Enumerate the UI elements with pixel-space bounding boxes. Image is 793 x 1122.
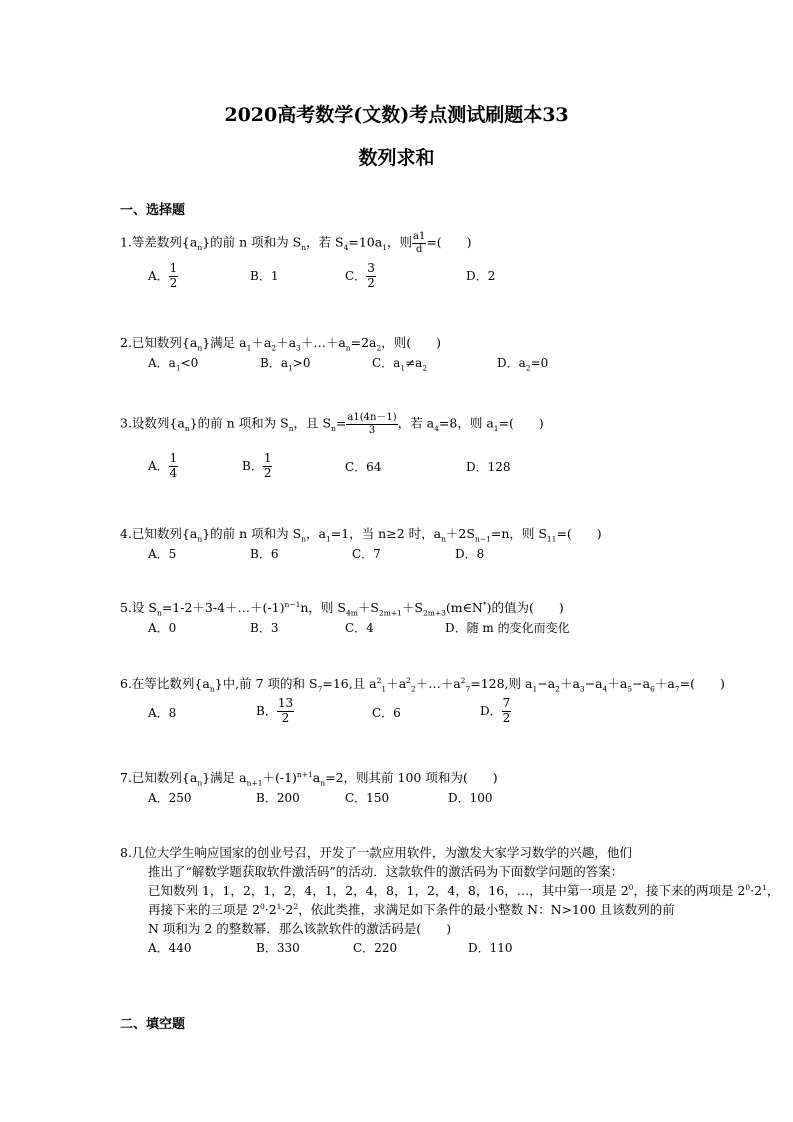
- option-c[interactable]: C．64: [345, 460, 382, 474]
- question-2: 2.已知数列$\{a_n\}$满足 $a_1+a_2+a_3+\dots+a_n=2a_2$，则( ): [120, 335, 442, 353]
- option-b[interactable]: B．$a_1>0$: [260, 356, 311, 373]
- option-c[interactable]: C．150: [345, 791, 390, 805]
- option-b[interactable]: B．200: [256, 791, 300, 805]
- question-8-line-4: 再接下来的三项是 $2^0\cdot 2^1\cdot 2^2$，依此类推，求满足如下条件的最小整数 N：N>100 且该数列的前: [148, 901, 675, 917]
- option-b[interactable]: B．3: [250, 621, 279, 635]
- option-b[interactable]: B． $\frac{13}{2}$: [256, 696, 294, 725]
- fraction: $\frac{a1}{d}$: [413, 231, 426, 255]
- section-heading-fill-blank: 二、填空题: [120, 1017, 186, 1032]
- option-c[interactable]: C．4: [345, 621, 374, 635]
- question-3: 3.设数列$\{a_n\}$的前 n 项和为 $S_n$，且 $S_n=$ $\frac{a1(4n-1)}{3}$ ，若 $a_4=8$，则 $a_1=$( ): [120, 412, 544, 436]
- option-d[interactable]: D．$a_2=0$: [497, 356, 549, 373]
- option-a[interactable]: A．5: [148, 547, 177, 561]
- question-8-line-1: 8.几位大学生响应国家的创业号召，开发了一款应用软件，为激发大家学习数学的兴趣，他们: [120, 845, 632, 860]
- option-a[interactable]: A．440: [148, 941, 192, 955]
- option-c[interactable]: C．$a_1\ne a_2$: [372, 356, 428, 373]
- option-c[interactable]: C．7: [352, 547, 381, 561]
- option-a[interactable]: A．0: [148, 621, 177, 635]
- option-d[interactable]: D．2: [466, 269, 496, 283]
- question-8-line-3: 已知数列 1，1，2，1，2，4，1，2，4，8，1，2，4，8，16，…，其中第一项是 $2^0$，接下来的两项是 $2^0\cdot 2^1$，: [148, 882, 780, 898]
- question-8-line-5: N 项和为 2 的整数幂．那么该款软件的激活码是( ): [148, 921, 452, 936]
- question-7: 7.已知数列$\{a_n\}$满足 $a_{n+1}+(-1)^{n+1}a_n=2$，则其前 100 项和为( ): [120, 769, 498, 788]
- question-4: 4.已知数列$\{a_n\}$的前 n 项和为 $S_n$，$a_1=1$，当 n≥2 时，$a_n+2S_{n-1}=n$，则 $S_{11}=$( ): [120, 526, 602, 544]
- option-d[interactable]: D．128: [466, 460, 511, 474]
- option-a[interactable]: A． $\frac{1}{4}$: [148, 451, 178, 480]
- page-title: 2020高考数学(文数)考点测试刷题本33: [224, 104, 569, 126]
- option-a[interactable]: A．$a_1<0$: [148, 356, 199, 373]
- option-d[interactable]: D．随 m 的变化而变化: [445, 621, 570, 635]
- option-a[interactable]: A．250: [148, 791, 192, 805]
- page-subtitle: 数列求和: [358, 147, 435, 169]
- question-5: 5.设 $S_n=1-2+3-4+\dots+(-1)^{n-1}n$，则 $S_{4m}+S_{2m+1}+S_{2m+3}(m\in N^*)$的值为( ): [120, 599, 564, 618]
- question-1: 1.等差数列$\{a_n\}$的前 n 项和为 $S_n$，若 $S_4=10a_1$，则 $\frac{a1}{d}$ =( ): [120, 231, 472, 255]
- section-heading-choice: 一、选择题: [120, 203, 186, 218]
- option-b[interactable]: B．1: [250, 269, 279, 283]
- option-b[interactable]: B．6: [250, 547, 279, 561]
- question-6: 6.在等比数列$\{a_n\}$中,前 7 项的和 $S_7=16$,且 $a^2_1+a^2_2+\dots+a^2_7=128$,则 $a_1-a_2+a_3-a_4+a_5-a_6+a_7=$( ): [120, 675, 725, 694]
- option-d[interactable]: D．8: [455, 547, 485, 561]
- option-c[interactable]: C．220: [353, 941, 398, 955]
- option-c[interactable]: C． $\frac{3}{2}$: [345, 261, 375, 290]
- option-a[interactable]: A． $\frac{1}{2}$: [148, 261, 178, 290]
- question-8-line-2: 推出了“解数学题获取软件激活码”的活动．这款软件的激活码为下面数学问题的答案：: [148, 864, 624, 879]
- fraction: $\frac{a1(4n-1)}{3}$: [347, 412, 397, 436]
- option-a[interactable]: A．8: [148, 706, 177, 720]
- option-b[interactable]: B． $\frac{1}{2}$: [242, 451, 272, 480]
- option-c[interactable]: C．6: [372, 706, 401, 720]
- option-d[interactable]: D．110: [468, 941, 513, 955]
- option-b[interactable]: B．330: [256, 941, 300, 955]
- option-d[interactable]: D． $\frac{7}{2}$: [480, 696, 511, 725]
- option-d[interactable]: D．100: [448, 791, 493, 805]
